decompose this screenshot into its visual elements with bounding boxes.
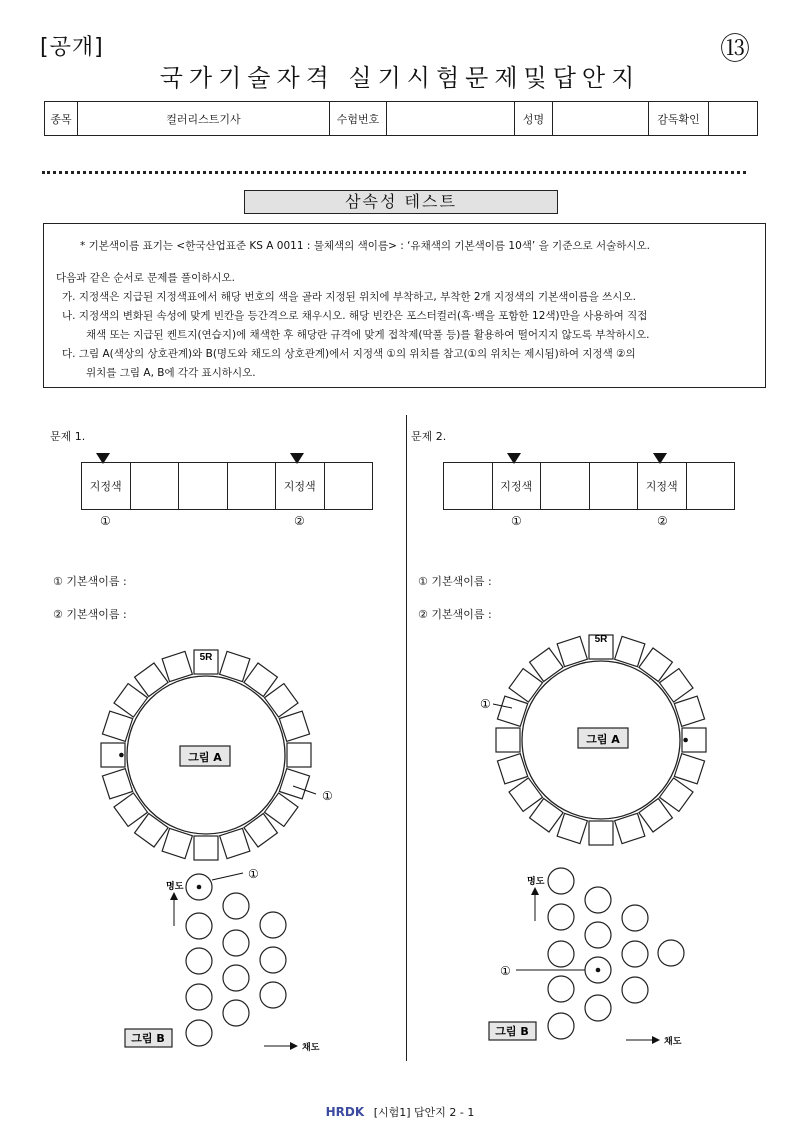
hue-swatch-cell[interactable] (557, 813, 587, 843)
page-title: 국가기술자격 실기시험문제및답안지 (159, 64, 641, 92)
hue-swatch-cell[interactable] (194, 836, 218, 860)
instruction-intro: 다음과 같은 순서로 문제를 풀이하시오. (56, 272, 235, 284)
marker-dot-icon (683, 738, 688, 743)
instruction-note: * 기본색이름 표기는 <한국산업표준 KS A 0011 : 물체색의 색이름> : ‘유채색의 기본색이름 10색’ 을 기준으로 서술하시오. (80, 240, 651, 252)
swatch-cell-designated-2[interactable]: 지정색 (638, 463, 687, 509)
hue-swatch-cell[interactable] (496, 728, 520, 752)
figure-a-5r-label: 5R (594, 634, 608, 645)
chroma-axis-label: 채도 (664, 1037, 682, 1047)
hue-swatch-cell[interactable] (220, 651, 250, 681)
value-chroma-circle[interactable] (223, 965, 249, 991)
figure-b-marker-label: ① (248, 867, 259, 881)
value-axis-label: 명도 (166, 882, 184, 892)
value-chroma-circle[interactable] (186, 913, 212, 939)
value-chroma-circle[interactable] (622, 905, 648, 931)
answer-2-field[interactable]: ② 기본색이름 : (418, 608, 492, 621)
figure-b-pointer-line (212, 873, 243, 880)
value-chroma-circle[interactable] (548, 976, 574, 1002)
answer-1-field[interactable]: ① 기본색이름 : (418, 575, 492, 588)
answer-2-field[interactable]: ② 기본색이름 : (53, 608, 127, 621)
arrow-right-icon (652, 1036, 660, 1044)
instruction-ga: 가. 지정색은 지급된 지정색표에서 해당 번호의 색을 골라 지정된 위치에 부착하고, 부착한 2개 지정색의 기본색이름을 쓰시오. (62, 291, 636, 303)
value-chroma-circle[interactable] (260, 982, 286, 1008)
field-label-subject: 종목 (45, 102, 78, 135)
value-chroma-circle[interactable] (585, 922, 611, 948)
hue-swatch-cell[interactable] (674, 696, 704, 726)
swatch-cell-designated-1[interactable]: 지정색 (82, 463, 131, 509)
value-chroma-circle[interactable] (548, 1013, 574, 1039)
value-chroma-circle[interactable] (622, 941, 648, 967)
value-chroma-circle[interactable] (548, 941, 574, 967)
field-value-subject: 컬러리스트기사 (78, 102, 330, 135)
figure-a-label: 그림 A (188, 751, 222, 764)
instruction-da-1: 다. 그림 A(색상의 상호관계)와 B(명도와 채도의 상호관계)에서 지정색 ①의 위치를 참고(①의 위치는 제시됨)하여 지정색 ②의 (62, 348, 636, 360)
marker-dot-icon (197, 885, 202, 890)
value-chroma-circle[interactable] (186, 948, 212, 974)
value-chroma-circle[interactable] (186, 984, 212, 1010)
field-label-name: 성명 (515, 102, 553, 135)
hue-swatch-cell[interactable] (102, 769, 132, 799)
value-chroma-circle[interactable] (260, 912, 286, 938)
arrow-up-icon (531, 887, 539, 895)
value-chroma-circle[interactable] (658, 940, 684, 966)
marker-2-label: ② (294, 514, 305, 528)
marker-2-label: ② (657, 514, 668, 528)
value-axis-label: 명도 (527, 877, 545, 887)
hue-swatch-cell[interactable] (162, 651, 192, 681)
hue-swatch-cell[interactable] (497, 754, 527, 784)
value-chroma-circle[interactable] (223, 930, 249, 956)
hue-swatch-cell[interactable] (497, 696, 527, 726)
hue-swatch-cell[interactable] (287, 743, 311, 767)
value-chroma-circle[interactable] (548, 868, 574, 894)
figure-b-label: 그림 B (131, 1032, 165, 1045)
chroma-axis-label: 채도 (302, 1043, 320, 1053)
hue-swatch-cell[interactable] (589, 821, 613, 845)
instruction-na-2: 채색 또는 지급된 켄트지(연습지)에 채색한 후 해당란 규격에 맞게 접착제(딱풀 등)를 활용하여 떨어지지 않도록 부착하시오. (86, 329, 650, 341)
hue-swatch-cell[interactable] (279, 769, 309, 799)
hue-swatch-cell[interactable] (102, 711, 132, 741)
answer-1-field[interactable]: ① 기본색이름 : (53, 575, 127, 588)
value-chroma-circle[interactable] (223, 1000, 249, 1026)
page-footer (0, 1104, 800, 1120)
hue-swatch-cell[interactable] (162, 828, 192, 858)
field-label-exam-number: 수험번호 (330, 102, 387, 135)
hue-swatch-cell[interactable] (615, 636, 645, 666)
figure-a-marker-label: ① (322, 789, 333, 803)
hue-swatch-cell[interactable] (674, 754, 704, 784)
value-chroma-circle[interactable] (585, 887, 611, 913)
sheet-number: ⑬ (720, 32, 750, 67)
problem-2-label: 문제 2. (411, 430, 447, 443)
value-chroma-circle[interactable] (585, 995, 611, 1021)
figure-b-value-chroma-2 (548, 868, 684, 1039)
figure-a-marker-label: ① (480, 697, 491, 711)
marker-dot-icon (119, 753, 124, 758)
section-subtitle: 삼속성 테스트 (244, 190, 558, 214)
swatch-cell-designated-2[interactable]: 지정색 (276, 463, 325, 509)
hue-swatch-cell[interactable] (220, 828, 250, 858)
instruction-da-2: 위치를 그림 A, B에 각각 표시하시오. (86, 367, 256, 379)
field-label-supervisor: 감독확인 (649, 102, 709, 135)
hue-swatch-cell[interactable] (557, 636, 587, 666)
arrow-up-icon (170, 892, 178, 900)
marker-1-label: ① (511, 514, 522, 528)
arrow-right-icon (290, 1042, 298, 1050)
public-tag: [공개] (40, 35, 104, 60)
value-chroma-circle[interactable] (260, 947, 286, 973)
figure-a-5r-label: 5R (199, 652, 213, 663)
figure-b-value-chroma-1 (186, 874, 286, 1046)
hrdk-logo: HRDK (325, 1105, 365, 1119)
value-chroma-circle[interactable] (186, 1020, 212, 1046)
hue-swatch-cell[interactable] (279, 711, 309, 741)
figure-b-marker-label: ① (500, 964, 511, 978)
figure-b-label: 그림 B (495, 1025, 529, 1038)
marker-dot-icon (596, 968, 601, 973)
value-chroma-circle[interactable] (548, 904, 574, 930)
footer-text: [시험1] 답안지 2 - 1 (373, 1106, 475, 1119)
problem-1-label: 문제 1. (50, 430, 86, 443)
marker-1-label: ① (100, 514, 111, 528)
figure-a-label: 그림 A (586, 733, 620, 746)
swatch-cell-designated-1[interactable]: 지정색 (493, 463, 542, 509)
hue-swatch-cell[interactable] (615, 813, 645, 843)
instruction-na-1: 나. 지정색의 변화된 속성에 맞게 빈칸을 등간격으로 채우시오. 해당 빈칸은 포스터컬러(흑·백을 포함한 12색)만을 사용하여 직접 (62, 310, 648, 322)
value-chroma-circle[interactable] (622, 977, 648, 1003)
value-chroma-circle[interactable] (223, 893, 249, 919)
